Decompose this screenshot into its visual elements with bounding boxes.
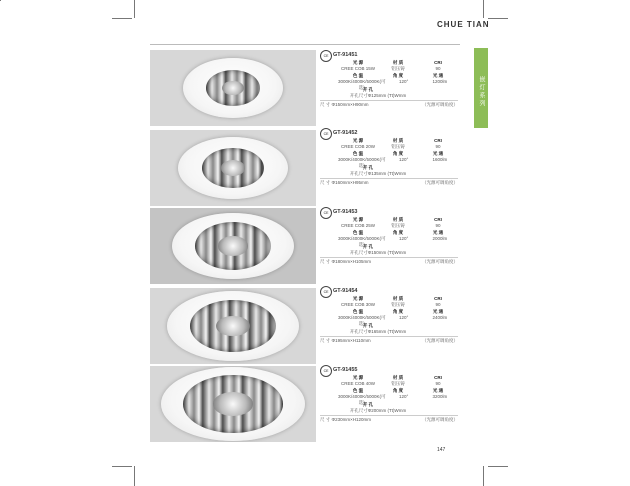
product-code: GT-91451 — [333, 52, 358, 58]
product-code: GT-91452 — [333, 130, 358, 136]
spec-header-row: 色 温 角 度 光 通 — [352, 151, 444, 156]
spec-header-row: 光 源 材 质 CRI — [352, 60, 442, 65]
size-row: 尺 寸 Φ150mm×H90mm （光源可调角度） — [320, 102, 458, 107]
product-code: GT-91454 — [333, 288, 358, 294]
crop-mark-br-v — [483, 466, 484, 486]
spec-value-row: 3000K/4000K/5000K(可选) 120° 2000lm — [338, 236, 448, 247]
crop-mark — [0, 0, 1, 1]
spec-header-row: 色 温 角 度 光 通 — [352, 309, 444, 314]
spec-divider — [320, 336, 458, 337]
spec-value-row: 3000K/4000K/5000K(可选) 120° 3200lm — [338, 394, 448, 405]
certification-badge: CE — [320, 50, 332, 62]
spec-header-row: 光 源 材 质 CRI — [352, 217, 442, 222]
spec-value-row: CREE COB 20W 铝压铸 90 — [340, 144, 441, 149]
spec-header-row: 色 温 角 度 光 通 — [352, 73, 444, 78]
spec-divider — [320, 415, 458, 416]
spec-hole-row: 开孔尺寸Φ200mm (Tt)Wmm — [349, 408, 407, 413]
category-tab — [474, 48, 488, 128]
reflector-cone — [206, 70, 260, 106]
spec-header-row: 开 孔 — [362, 165, 374, 170]
crop-mark-bl-v — [134, 466, 135, 486]
spec-header-row: 开 孔 — [362, 87, 374, 92]
certification-badge: CE — [320, 286, 332, 298]
size-row: 尺 寸 Φ230mm×H120mm （光源可调角度） — [320, 417, 458, 422]
spec-hole-row: 开孔尺寸Φ165mm (Tt)Wmm — [349, 329, 407, 334]
product-code: GT-91455 — [333, 367, 358, 373]
size-row: 尺 寸 Φ160mm×H95mm （光源可调角度） — [320, 180, 458, 185]
spec-value-row: CREE COB 25W 铝压铸 90 — [340, 223, 441, 228]
crop-mark-br-h — [488, 466, 508, 467]
product-photo-3 — [150, 208, 316, 284]
spec-header-row: 光 源 材 质 CRI — [352, 138, 442, 143]
spec-header-row: 色 温 角 度 光 通 — [352, 230, 444, 235]
crop-mark-tl-v — [134, 0, 135, 18]
product-photo-4 — [150, 288, 316, 364]
spec-header-row: 开 孔 — [362, 402, 374, 407]
crop-mark-tl-h — [112, 18, 132, 19]
crop-mark-tr-h — [488, 18, 508, 19]
spec-value-row: 3000K/4000K/5000K(可选) 120° 1600lm — [338, 157, 448, 168]
product-photo-2 — [150, 130, 316, 206]
product-photo-5 — [150, 366, 316, 442]
spec-divider — [320, 257, 458, 258]
brand-logo: CHUE TIAN — [437, 20, 490, 29]
spec-header-row: 开 孔 — [362, 323, 374, 328]
spec-hole-row: 开孔尺寸Φ135mm (Tt)Wmm — [349, 171, 407, 176]
spec-value-row: CREE COB 15W 铝压铸 90 — [340, 66, 441, 71]
spec-header-row: 光 源 材 质 CRI — [352, 375, 442, 380]
spec-header-row: 开 孔 — [362, 244, 374, 249]
spec-value-row: CREE COB 30W 铝压铸 90 — [340, 302, 441, 307]
spec-value-row: CREE COB 40W 铝压铸 90 — [340, 381, 441, 386]
certification-badge: CE — [320, 128, 332, 140]
reflector-cone — [195, 222, 271, 270]
spec-divider — [320, 178, 458, 179]
size-row: 尺 寸 Φ195mm×H110mm （光源可调角度） — [320, 338, 458, 343]
spec-divider — [320, 100, 458, 101]
spec-hole-row: 开孔尺寸Φ150mm (Tt)Wmm — [349, 250, 407, 255]
reflector-cone — [190, 300, 276, 352]
size-row: 尺 寸 Φ180mm×H105mm （光源可调角度） — [320, 259, 458, 264]
crop-mark-tr-v — [483, 0, 484, 18]
reflector-cone — [183, 375, 283, 433]
certification-badge: CE — [320, 207, 332, 219]
header-rule — [150, 44, 460, 45]
spec-hole-row: 开孔尺寸Φ125mm (Tt)Wmm — [349, 93, 407, 98]
spec-value-row: 3000K/4000K/5000K(可选) 120° 2400lm — [338, 315, 448, 326]
spec-header-row: 光 源 材 质 CRI — [352, 296, 442, 301]
category-tab-label: 嵌灯系列 — [478, 76, 484, 108]
product-code: GT-91453 — [333, 209, 358, 215]
page-number: 147 — [437, 447, 446, 453]
crop-mark-bl-h — [112, 466, 132, 467]
spec-value-row: 3000K/4000K/5000K(可选) 120° 1200lm — [338, 79, 448, 90]
spec-header-row: 色 温 角 度 光 通 — [352, 388, 444, 393]
reflector-cone — [202, 148, 264, 188]
product-photo-1 — [150, 50, 316, 126]
certification-badge: CE — [320, 365, 332, 377]
